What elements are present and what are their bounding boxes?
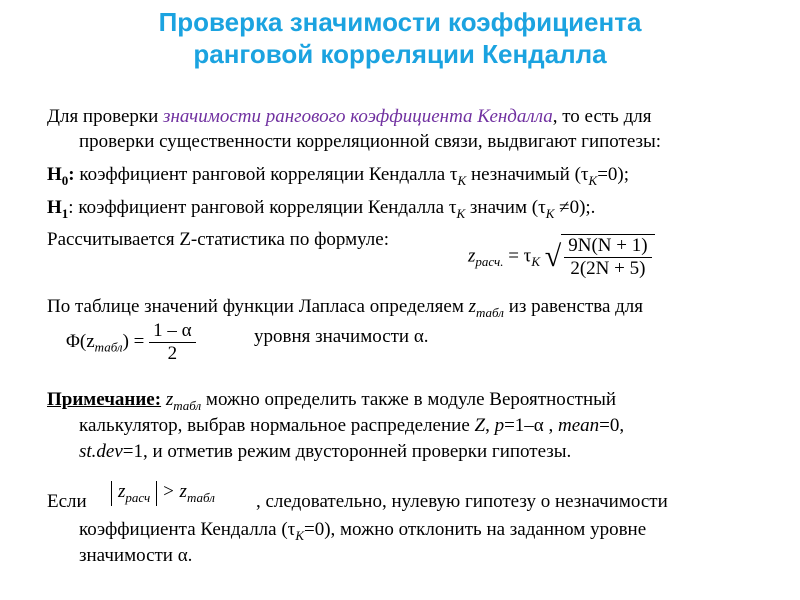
sqrt-sign: √ — [544, 240, 562, 273]
h1-sub: 1 — [61, 205, 69, 221]
laplace-text: По таблице значений функции Лапласа определяем — [47, 296, 469, 317]
h0-end: =0); — [597, 164, 630, 185]
hypothesis-h0 — [47, 164, 629, 192]
formula-compare — [111, 481, 215, 506]
note-line3 — [79, 441, 571, 463]
h0-rest: незначимый (τ — [466, 164, 589, 185]
h0-text: коэффициент ранговой корреляции Кендалла τ — [74, 164, 458, 185]
note-line2 — [79, 415, 624, 437]
paragraph-intro-line2: проверки существенности корреляционной связи, выдвигают гипотезы: — [79, 131, 662, 152]
note-text-2a: калькулятор, выбрав нормальное распределение — [79, 415, 475, 436]
title-line-1: Проверка значимости коэффициента — [158, 7, 642, 37]
note-stdev: st.dev — [79, 441, 123, 462]
note-text-2b: , — [485, 415, 495, 436]
if-line3: значимости α. — [79, 545, 193, 566]
formula-z-stat — [468, 234, 655, 280]
if-after: , следовательно, нулевую гипотезу о незначимости — [256, 491, 668, 512]
level-text: уровня значимости α. — [254, 326, 429, 347]
fraction — [564, 235, 651, 280]
if-text-2b: =0), можно отклонить на заданном уровне — [303, 519, 647, 540]
equals-tau: = τ — [503, 245, 532, 267]
note-line1 — [47, 389, 616, 417]
if-line2 — [79, 519, 646, 547]
sqrt-body — [561, 234, 654, 280]
laplace-fraction — [149, 320, 195, 365]
fraction-numerator: 9N(N + 1) — [564, 235, 651, 258]
title-line-2: ранговой корреляции Кендалла — [193, 39, 607, 69]
note-p: p — [494, 415, 505, 436]
abs-value — [111, 481, 157, 506]
phi-eq: ) = — [122, 330, 150, 352]
note-text-1: можно определить также в модуле Вероятностный — [201, 389, 617, 410]
h1-k: K — [456, 205, 466, 221]
h0-k2: K — [588, 172, 598, 188]
if-text-2a: коэффициента Кендалла (τ — [79, 519, 296, 540]
h1-colon: : — [68, 197, 74, 218]
compare-gt: > z — [157, 481, 187, 502]
compare-z2sub: табл — [186, 489, 215, 505]
h1-k2: K — [545, 205, 555, 221]
note-mean: mean — [558, 415, 600, 436]
laplace-text-end: из равенства для — [503, 296, 644, 317]
hypothesis-h1 — [47, 197, 595, 225]
highlight-term: значимости рангового коэффициента Кендалла — [163, 106, 553, 127]
laplace-zsub: табл — [476, 304, 504, 320]
formula-laplace — [66, 320, 196, 365]
h1-label: H — [47, 197, 62, 218]
z-sub: расч. — [475, 254, 504, 270]
slide-title — [0, 6, 800, 70]
z-symbol: z — [468, 245, 476, 267]
note-text-3: =1, и отметив режим двусторонней проверки гипотезы. — [122, 441, 572, 462]
laplace-denominator: 2 — [167, 343, 178, 364]
h1-end: ≠0);. — [554, 197, 596, 218]
phi-sub: табл — [94, 339, 123, 355]
if-label: Если — [47, 491, 87, 512]
note-z: z — [165, 389, 174, 410]
intro-text: Для проверки — [47, 106, 164, 127]
note-text-2d: =0, — [599, 415, 625, 436]
if-k: K — [295, 527, 304, 543]
note-label: Примечание: — [47, 389, 162, 410]
fraction-denominator: 2(2N + 5) — [570, 258, 646, 279]
phi-z: Φ(z — [66, 330, 95, 352]
h0-sub: 0 — [61, 172, 69, 188]
h1-text: коэффициент ранговой корреляции Кендалла τ — [73, 197, 457, 218]
note-Z: Z — [474, 415, 486, 436]
compare-z1: z — [118, 481, 126, 502]
laplace-numerator: 1 – α — [149, 320, 195, 343]
paragraph-intro — [47, 106, 651, 128]
h0-colon: : — [68, 164, 75, 185]
calc-line: Рассчитывается Z-статистика по формуле: — [47, 229, 389, 250]
note-text-2c: =1–α , — [504, 415, 559, 436]
h1-rest: значим (τ — [465, 197, 546, 218]
note-zsub: табл — [173, 397, 202, 413]
h0-label: H — [47, 164, 62, 185]
laplace-z: z — [468, 296, 476, 317]
intro-text-end: , то есть для — [552, 106, 652, 127]
compare-z1sub: расч — [125, 489, 151, 505]
h0-k: K — [457, 172, 467, 188]
tau-sub: K — [531, 254, 540, 270]
